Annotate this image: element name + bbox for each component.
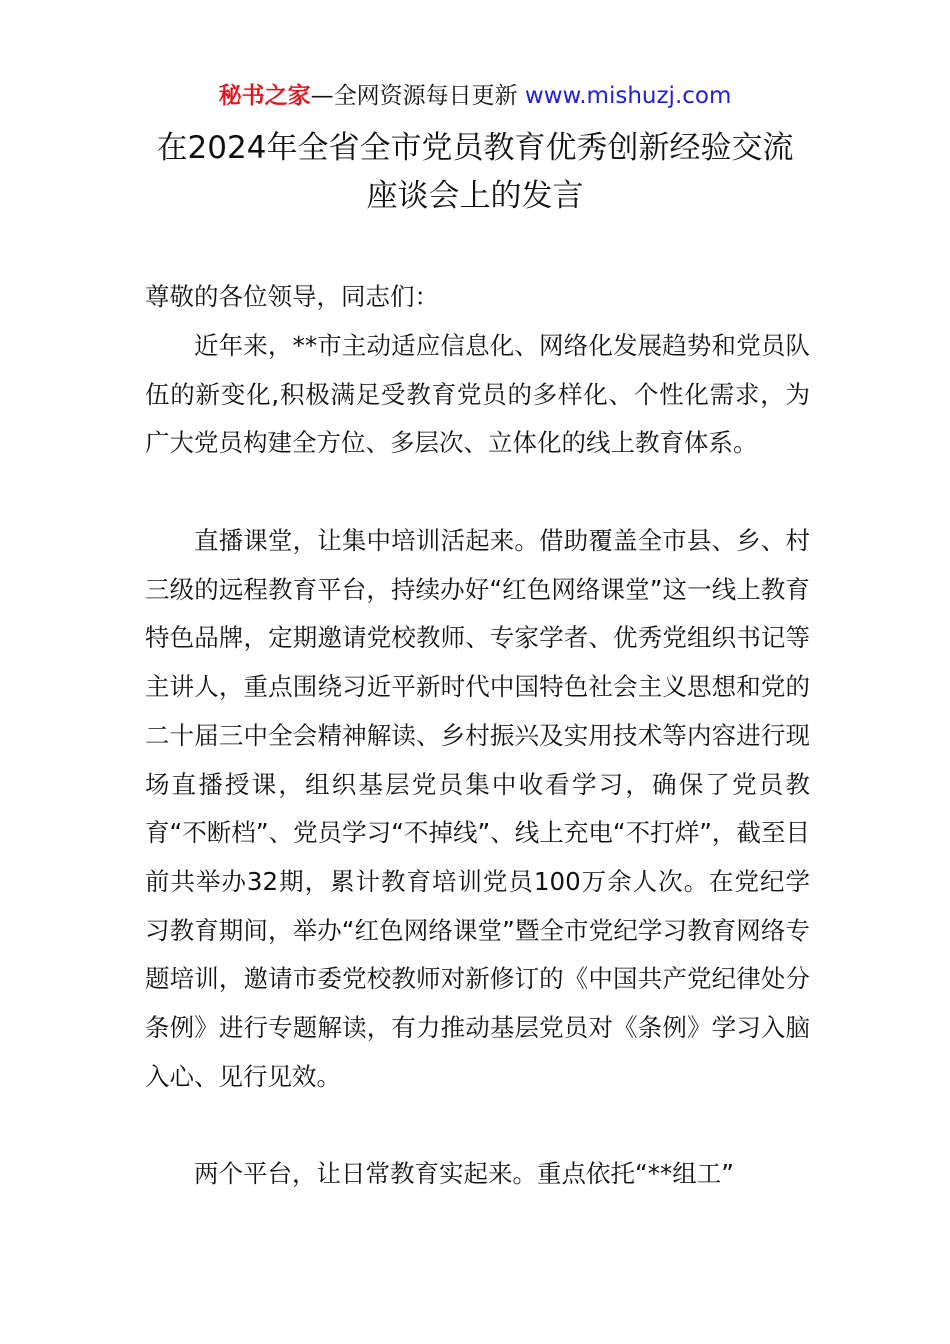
document-title-line-1: 在2024年全省全市党员教育优秀创新经验交流 [156,130,794,166]
site-header [0,80,950,112]
document-title-line-2: 座谈会上的发言 [366,178,584,214]
paragraph-intro: 近年来，**市主动适应信息化、网络化发展趋势和党员队伍的新变化,积极满足受教育党员的多样化、个性化需求，为广大党员构建全方位、多层次、立体化的线上教育体系。 [145,331,810,458]
site-url-link[interactable]: www.mishuzj.com [524,83,732,109]
paragraph-two-platforms: 两个平台，让日常教育实起来。重点依托“**组工” [194,1159,734,1188]
greeting: 尊敬的各位领导，同志们： [145,282,439,311]
brand-name: 秘书之家 [218,83,311,109]
header-tagline: —全网资源每日更新 [310,83,525,109]
paragraph-live-classroom: 直播课堂，让集中培训活起来。借助覆盖全市县、乡、村三级的远程教育平台，持续办好“红色网络课堂”这一线上教育特色品牌，定期邀请党校教师、专家学者、优秀党组织书记等主讲人，重点围绕习近平新时代中国特色社会主义思想和党的二十届三中全会精神解读、乡村振兴及实用技术等内容进行现场直播授课，组织基层党员集中收看学习，确保了党员教育“不断档”、党员学习“不掉线”、线上充电“不打烊”，截至目前共举办32期，累计教育培训党员100万余人次。在党纪学习教育期间，举办“红色网络课堂”暨全市党纪学习教育网络专题培训，邀请市委党校教师对新修订的《中国共产党纪律处分条例》进行专题解读，有力推动基层党员对《条例》学习入脑入心、见行见效。 [145,526,810,1091]
